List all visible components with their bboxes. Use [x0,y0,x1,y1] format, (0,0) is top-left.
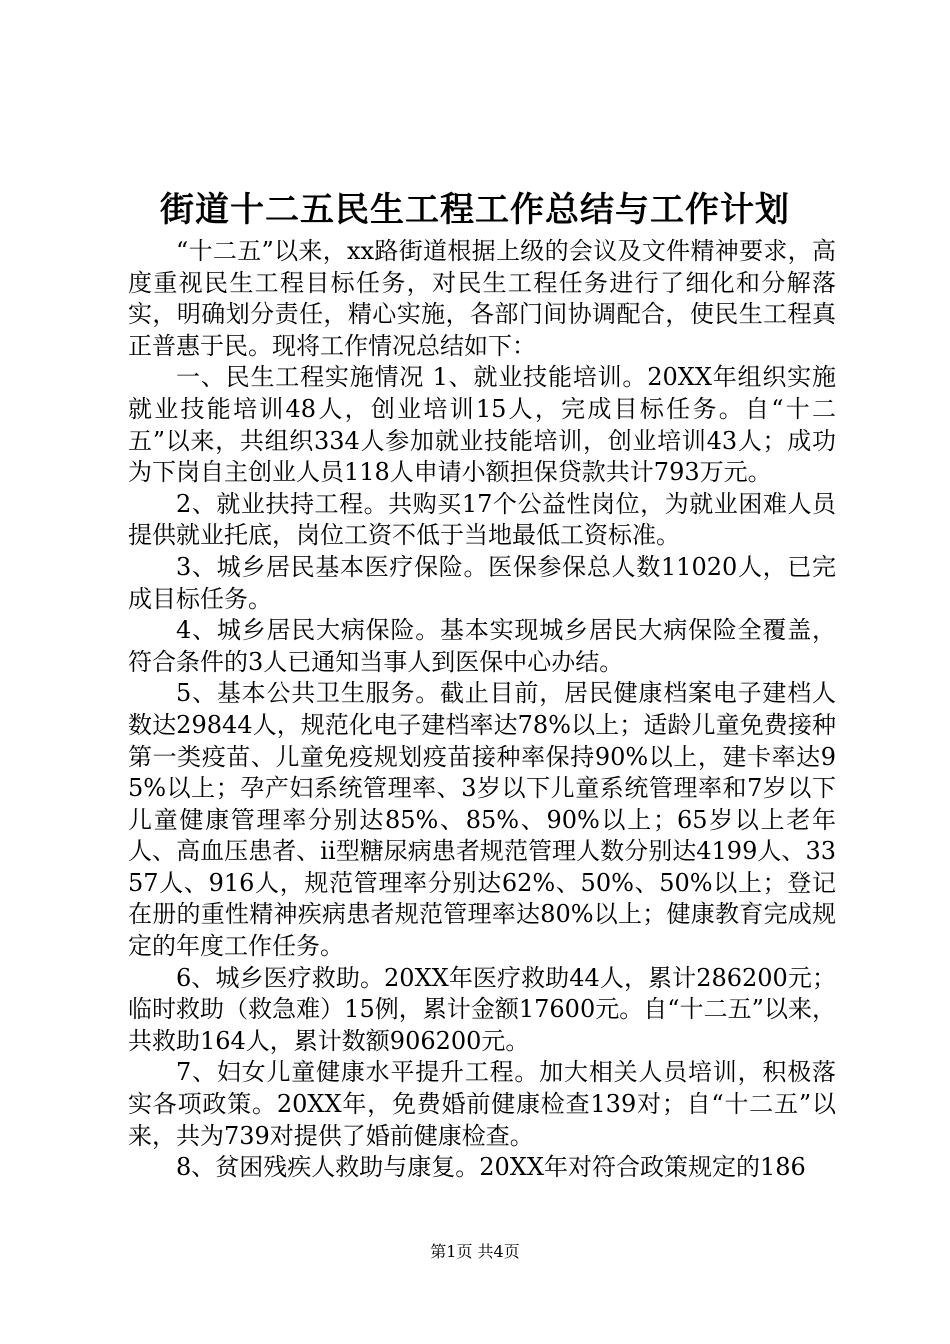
paragraph-item-4: 4、城乡居民大病保险。基本实现城乡居民大病保险全覆盖，符合条件的3人已通知当事人到医保中心办结。 [128,616,836,676]
document-body [128,236,836,1184]
page-number-footer: 第1页 共4页 [430,1242,520,1261]
paragraph-item-8: 8、贫困残疾人救助与康复。20XX年对符合政策规定的186 [176,1153,806,1182]
paragraph-item-2: 2、就业扶持工程。共购买17个公益性岗位，为就业困难人员提供就业托底，岗位工资不低于当地最低工资标准。 [128,489,836,550]
paragraph-item-6: 6、城乡医疗救助。20XX年医疗救助44人，累计286200元；临时救助（救急难）15例，累计金额17600元。自“十二五”以来，共救助164人，累计数额906200元。 [128,963,836,1055]
paragraph-intro: “十二五”以来，xx路街道根据上级的会议及文件精神要求，高度重视民生工程目标任务，对民生工程任务进行了细化和分解落实，明确划分责任，精心实施，各部门间协调配合，使民生工程真正普惠于民。现将工作情况总结如下： [128,237,836,360]
paragraph-section-1-item-1: 一、民生工程实施情况 1、就业技能培训。20XX年组织实施就业技能培训48人，创业培训15人，完成目标任务。自“十二五”以来，共组织334人参加就业技能培训，创业培训43人；成功为下岗自主创业人员118人申请小额担保贷款共计793万元。 [128,363,836,487]
document-title: 街道十二五民生工程工作总结与工作计划 [160,190,790,230]
paragraph-item-3: 3、城乡居民基本医疗保险。医保参保总人数11020人，已完成目标任务。 [128,552,836,613]
paragraph-item-5: 5、基本公共卫生服务。截止目前，居民健康档案电子建档人数达29844人，规范化电子建档率达78%以上；适龄儿童免费接种第一类疫苗、儿童免疫规划疫苗接种率保持90%以上，建卡率达95%以上；孕产妇系统管理率、3岁以下儿童系统管理率和7岁以下儿童健康管理率分别达85%、85%、90%以上；65岁以上老年人、高血压患者、ii型糖尿病患者规范管理人数分别达4199人、3357人、916人，规范管理率分别达62%、50%、50%以上；登记在册的重性精神疾病患者规范管理率达80%以上；健康教育完成规定的年度工作任务。 [128,679,836,961]
paragraph-item-7: 7、妇女儿童健康水平提升工程。加大相关人员培训，积极落实各项政策。20XX年，免费婚前健康检查139对；自“十二五”以来，共为739对提供了婚前健康检查。 [128,1058,836,1150]
